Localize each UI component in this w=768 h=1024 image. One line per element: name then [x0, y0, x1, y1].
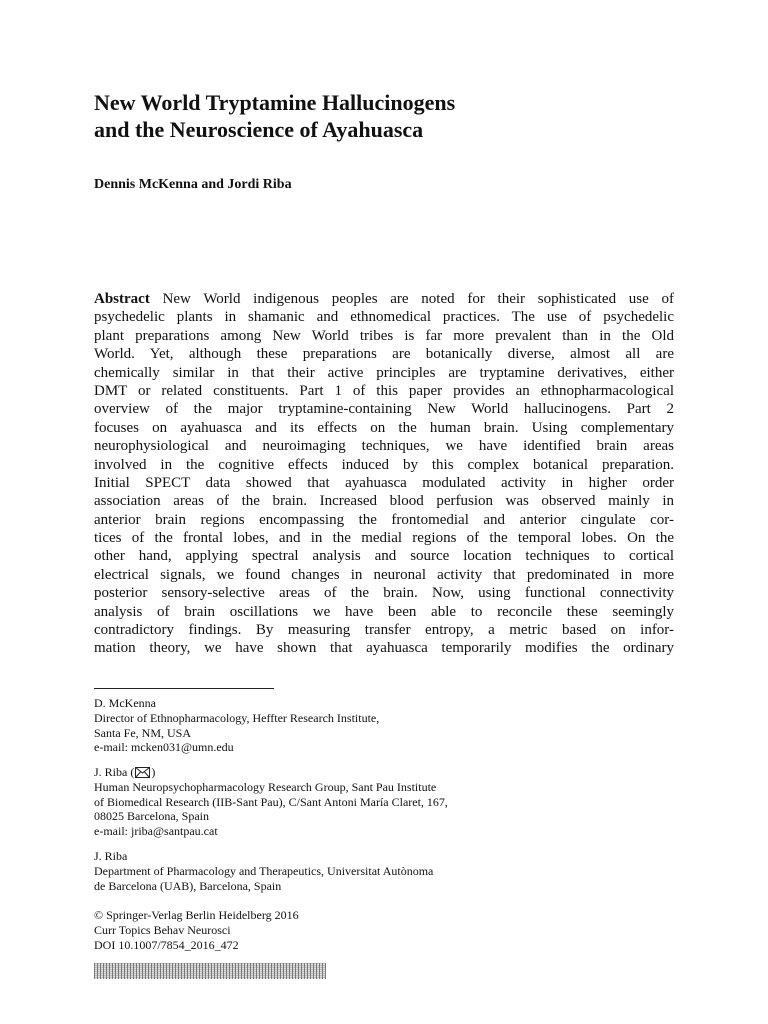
affiliation-line: Director of Ethnopharmacology, Heffter Research Institute, — [94, 710, 380, 725]
email-link[interactable]: e-mail: mcken031@umn.edu — [94, 740, 234, 755]
abstract-line: mation theory, we have shown that ayahuasca temporarily modifies the ordinary — [94, 640, 674, 657]
abstract-line: electrical signals, we found changes in neuronal activity that predominated in more — [94, 566, 674, 583]
abstract-line: neurophysiological and neuroimaging techniques, we have identified brain areas — [94, 438, 674, 455]
affiliation-line: Department of Pharmacology and Therapeutics, Universitat Autònoma — [94, 863, 434, 878]
journal-name: Curr Topics Behav Neurosci — [94, 922, 231, 937]
abstract-line: World. Yet, although these preparations are botanically diverse, almost all are — [94, 346, 674, 363]
footnote-divider — [94, 688, 274, 689]
affiliation-name-line — [94, 765, 448, 780]
abstract-line — [94, 290, 674, 308]
abstract-line: chemically similar in that their active principles are tryptamine derivatives, either — [94, 364, 674, 381]
affiliation-name-close: ) — [151, 765, 156, 779]
abstract-line: posterior sensory-selective areas of the brain. Now, using functional connectivity — [94, 585, 674, 602]
affiliation-name: J. Riba — [94, 849, 128, 863]
affiliation-line: of Biomedical Research (IIB-Sant Pau), C/Sant Antoni María Claret, 167, — [94, 794, 448, 809]
abstract-first-line-text: New World indigenous peoples are noted for their sophisticated use of — [149, 291, 674, 307]
abstract-line: psychedelic plants in shamanic and ethnomedical practices. The use of psychedelic — [94, 309, 674, 326]
abstract-line: involved in the cognitive effects induced by this complex botanical preparation. — [94, 456, 674, 473]
affiliation-line: de Barcelona (UAB), Barcelona, Spain — [94, 878, 282, 893]
affiliation-line: 08025 Barcelona, Spain — [94, 809, 209, 824]
abstract-line: overview of the major tryptamine-containing New World hallucinogens. Part 2 — [94, 401, 674, 418]
affiliation-line: Santa Fe, NM, USA — [94, 725, 192, 740]
abstract-line: DMT or related constituents. Part 1 of this paper provides an ethnopharmacological — [94, 382, 674, 399]
abstract-line: anterior brain regions encompassing the frontomedial and anterior cingulate cor- — [94, 511, 674, 528]
barcode-strip — [94, 963, 326, 979]
abstract-label: Abstract — [94, 291, 150, 307]
copyright-notice: © Springer-Verlag Berlin Heidelberg 2016 — [94, 908, 299, 922]
abstract-line: contradictory findings. By measuring transfer entropy, a metric based on infor- — [94, 622, 674, 639]
affiliation-riba-2 — [94, 849, 433, 893]
affiliation-line: Human Neuropsychopharmacology Research Group, Sant Pau Institute — [94, 779, 437, 794]
email-link[interactable]: e-mail: jriba@santpau.cat — [94, 824, 218, 839]
abstract-line: focuses on ayahuasca and its effects on the human brain. Using complementary — [94, 419, 674, 436]
abstract-line: plant preparations among New World tribes is far more prevalent than in the Old — [94, 327, 674, 344]
abstract-line: analysis of brain oscillations we have been able to reconcile these seemingly — [94, 603, 674, 620]
paper-title-line-1: New World Tryptamine Hallucinogens — [94, 90, 456, 115]
affiliation-name: D. McKenna — [94, 696, 156, 710]
affiliation-mckenna — [94, 696, 379, 755]
publication-info — [94, 908, 299, 952]
author-list: Dennis McKenna and Jordi Riba — [94, 177, 292, 192]
affiliation-name: J. Riba ( — [94, 765, 135, 779]
paper-title-line-2: and the Neuroscience of Ayahuasca — [94, 117, 424, 142]
abstract-line: Initial SPECT data showed that ayahuasca modulated activity in higher order — [94, 474, 674, 491]
abstract — [94, 290, 674, 658]
abstract-line: association areas of the brain. Increased blood perfusion was observed mainly in — [94, 493, 674, 510]
envelope-icon[interactable] — [135, 767, 150, 778]
abstract-line: tices of the frontal lobes, and in the medial regions of the temporal lobes. On the — [94, 530, 674, 547]
abstract-line: other hand, applying spectral analysis and source location techniques to cortical — [94, 548, 674, 565]
affiliation-riba-1 — [94, 765, 448, 839]
doi-link[interactable]: DOI 10.1007/7854_2016_472 — [94, 937, 239, 952]
